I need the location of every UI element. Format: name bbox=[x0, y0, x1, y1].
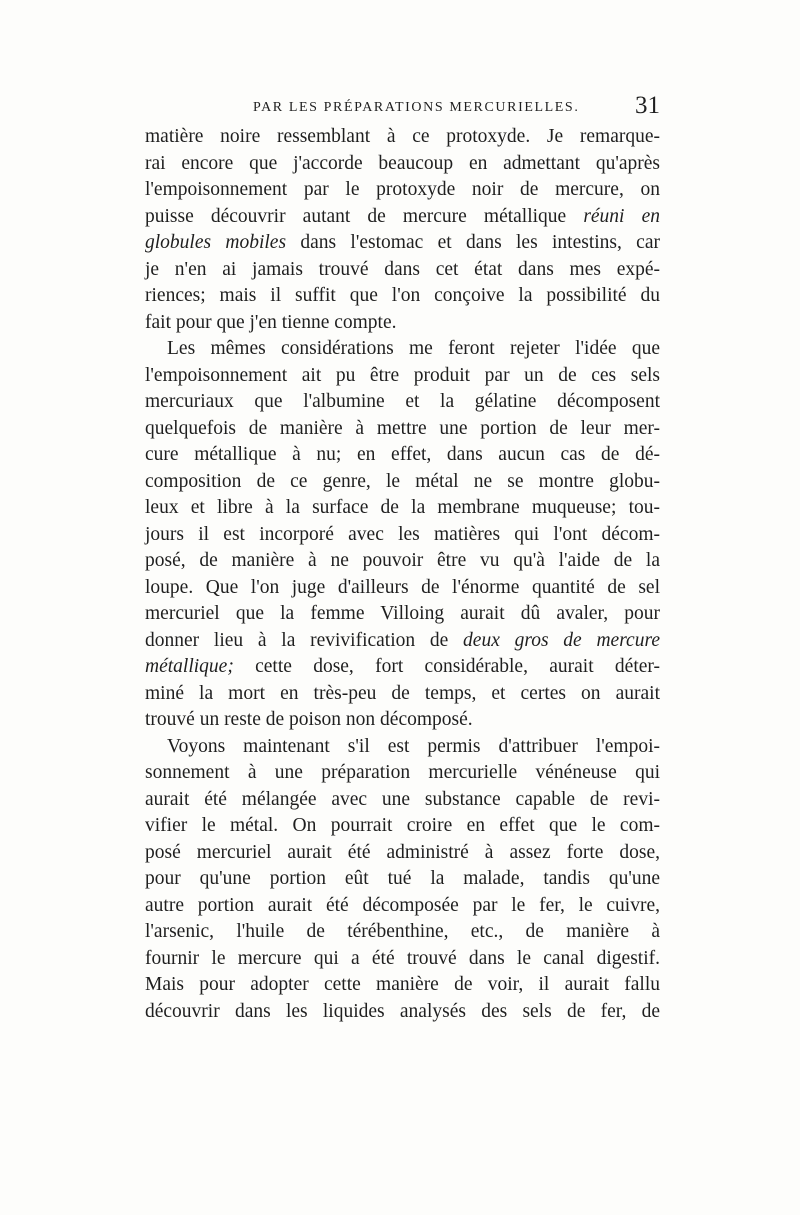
text-line: je n'en ai jamais trouvé dans cet état dans mes expé- bbox=[145, 258, 660, 280]
text-line: globules mobiles dans l'estomac et dans les intestins, car bbox=[145, 232, 660, 253]
text-line: fournir le mercure qui a été trouvé dans le canal digestif. bbox=[145, 947, 660, 969]
text-line: donner lieu à la revivification de deux gros de mercure bbox=[145, 629, 660, 651]
text-line: trouvé un reste de poison non décomposé. bbox=[145, 709, 473, 730]
text-line: matière noire ressemblant à ce protoxyde. Je remarque- bbox=[145, 126, 660, 147]
italic-text: métallique; bbox=[145, 656, 234, 677]
text-line: quelquefois de manière à mettre une portion de leur mer- bbox=[145, 417, 660, 439]
text-line: Les mêmes considérations me feront rejeter l'idée que bbox=[167, 338, 660, 359]
text-line: loupe. Que l'on juge d'ailleurs de l'énorme quantité de sel bbox=[145, 576, 660, 598]
text-line: jours il est incorporé avec les matières qui l'ont décom- bbox=[145, 523, 660, 545]
text-line: autre portion aurait été décomposée par le fer, le cuivre, bbox=[145, 894, 660, 916]
text-line: fait pour que j'en tienne compte. bbox=[145, 311, 397, 333]
text-line: l'arsenic, l'huile de térébenthine, etc., de manière à bbox=[145, 921, 660, 942]
text-line: l'empoisonnement ait pu être produit par un de ces sels bbox=[145, 364, 660, 386]
running-title: PAR LES PRÉPARATIONS MERCURIELLES. bbox=[253, 100, 580, 115]
text-line: Mais pour adopter cette manière de voir, il aurait fallu bbox=[145, 974, 660, 995]
body-text bbox=[145, 124, 660, 1025]
paragraph bbox=[145, 124, 660, 336]
paragraph bbox=[145, 336, 660, 734]
text-line: riences; mais il suffit que l'on conçoive la possibilité du bbox=[145, 285, 660, 306]
text-line: aurait été mélangée avec une substance capable de revi- bbox=[145, 788, 660, 810]
text-line: sonnement à une préparation mercurielle vénéneuse qui bbox=[145, 762, 660, 783]
italic-text: réuni en bbox=[583, 205, 660, 227]
text-line: Voyons maintenant s'il est permis d'attribuer l'empoi- bbox=[167, 735, 660, 757]
text-line: mercuriaux que l'albumine et la gélatine décomposent bbox=[145, 391, 660, 412]
text-line: métallique; cette dose, fort considérable, aurait déter- bbox=[145, 656, 660, 677]
text-line: leux et libre à la surface de la membrane muqueuse; tou- bbox=[145, 497, 660, 518]
text-line: vifier le métal. On pourrait croire en effet que le com- bbox=[145, 815, 660, 836]
text-line: l'empoisonnement par le protoxyde noir de mercure, on bbox=[145, 179, 660, 200]
page-number: 31 bbox=[635, 92, 660, 119]
text-line: cure métallique à nu; en effet, dans aucun cas de dé- bbox=[145, 444, 660, 465]
text-line: miné la mort en très-peu de temps, et certes on aurait bbox=[145, 682, 660, 704]
text-line: rai encore que j'accorde beaucoup en admettant qu'après bbox=[145, 152, 660, 174]
page-header bbox=[145, 94, 660, 124]
text-line: pour qu'une portion eût tué la malade, tandis qu'une bbox=[145, 868, 660, 889]
text-line: puisse découvrir autant de mercure métallique réuni en bbox=[145, 205, 660, 227]
text-line: posé mercuriel aurait été administré à assez forte dose, bbox=[145, 841, 660, 863]
text-line: découvrir dans les liquides analysés des sels de fer, de bbox=[145, 1000, 660, 1022]
italic-text: deux gros de mercure bbox=[463, 629, 660, 651]
text-line: composition de ce genre, le métal ne se montre globu- bbox=[145, 470, 660, 492]
text-line: posé, de manière à ne pouvoir être vu qu'à l'aide de la bbox=[145, 550, 660, 571]
paragraph bbox=[145, 734, 660, 1026]
italic-text: globules mobiles bbox=[145, 232, 287, 253]
text-line: mercuriel que la femme Villoing aurait dû avaler, pour bbox=[145, 603, 660, 624]
